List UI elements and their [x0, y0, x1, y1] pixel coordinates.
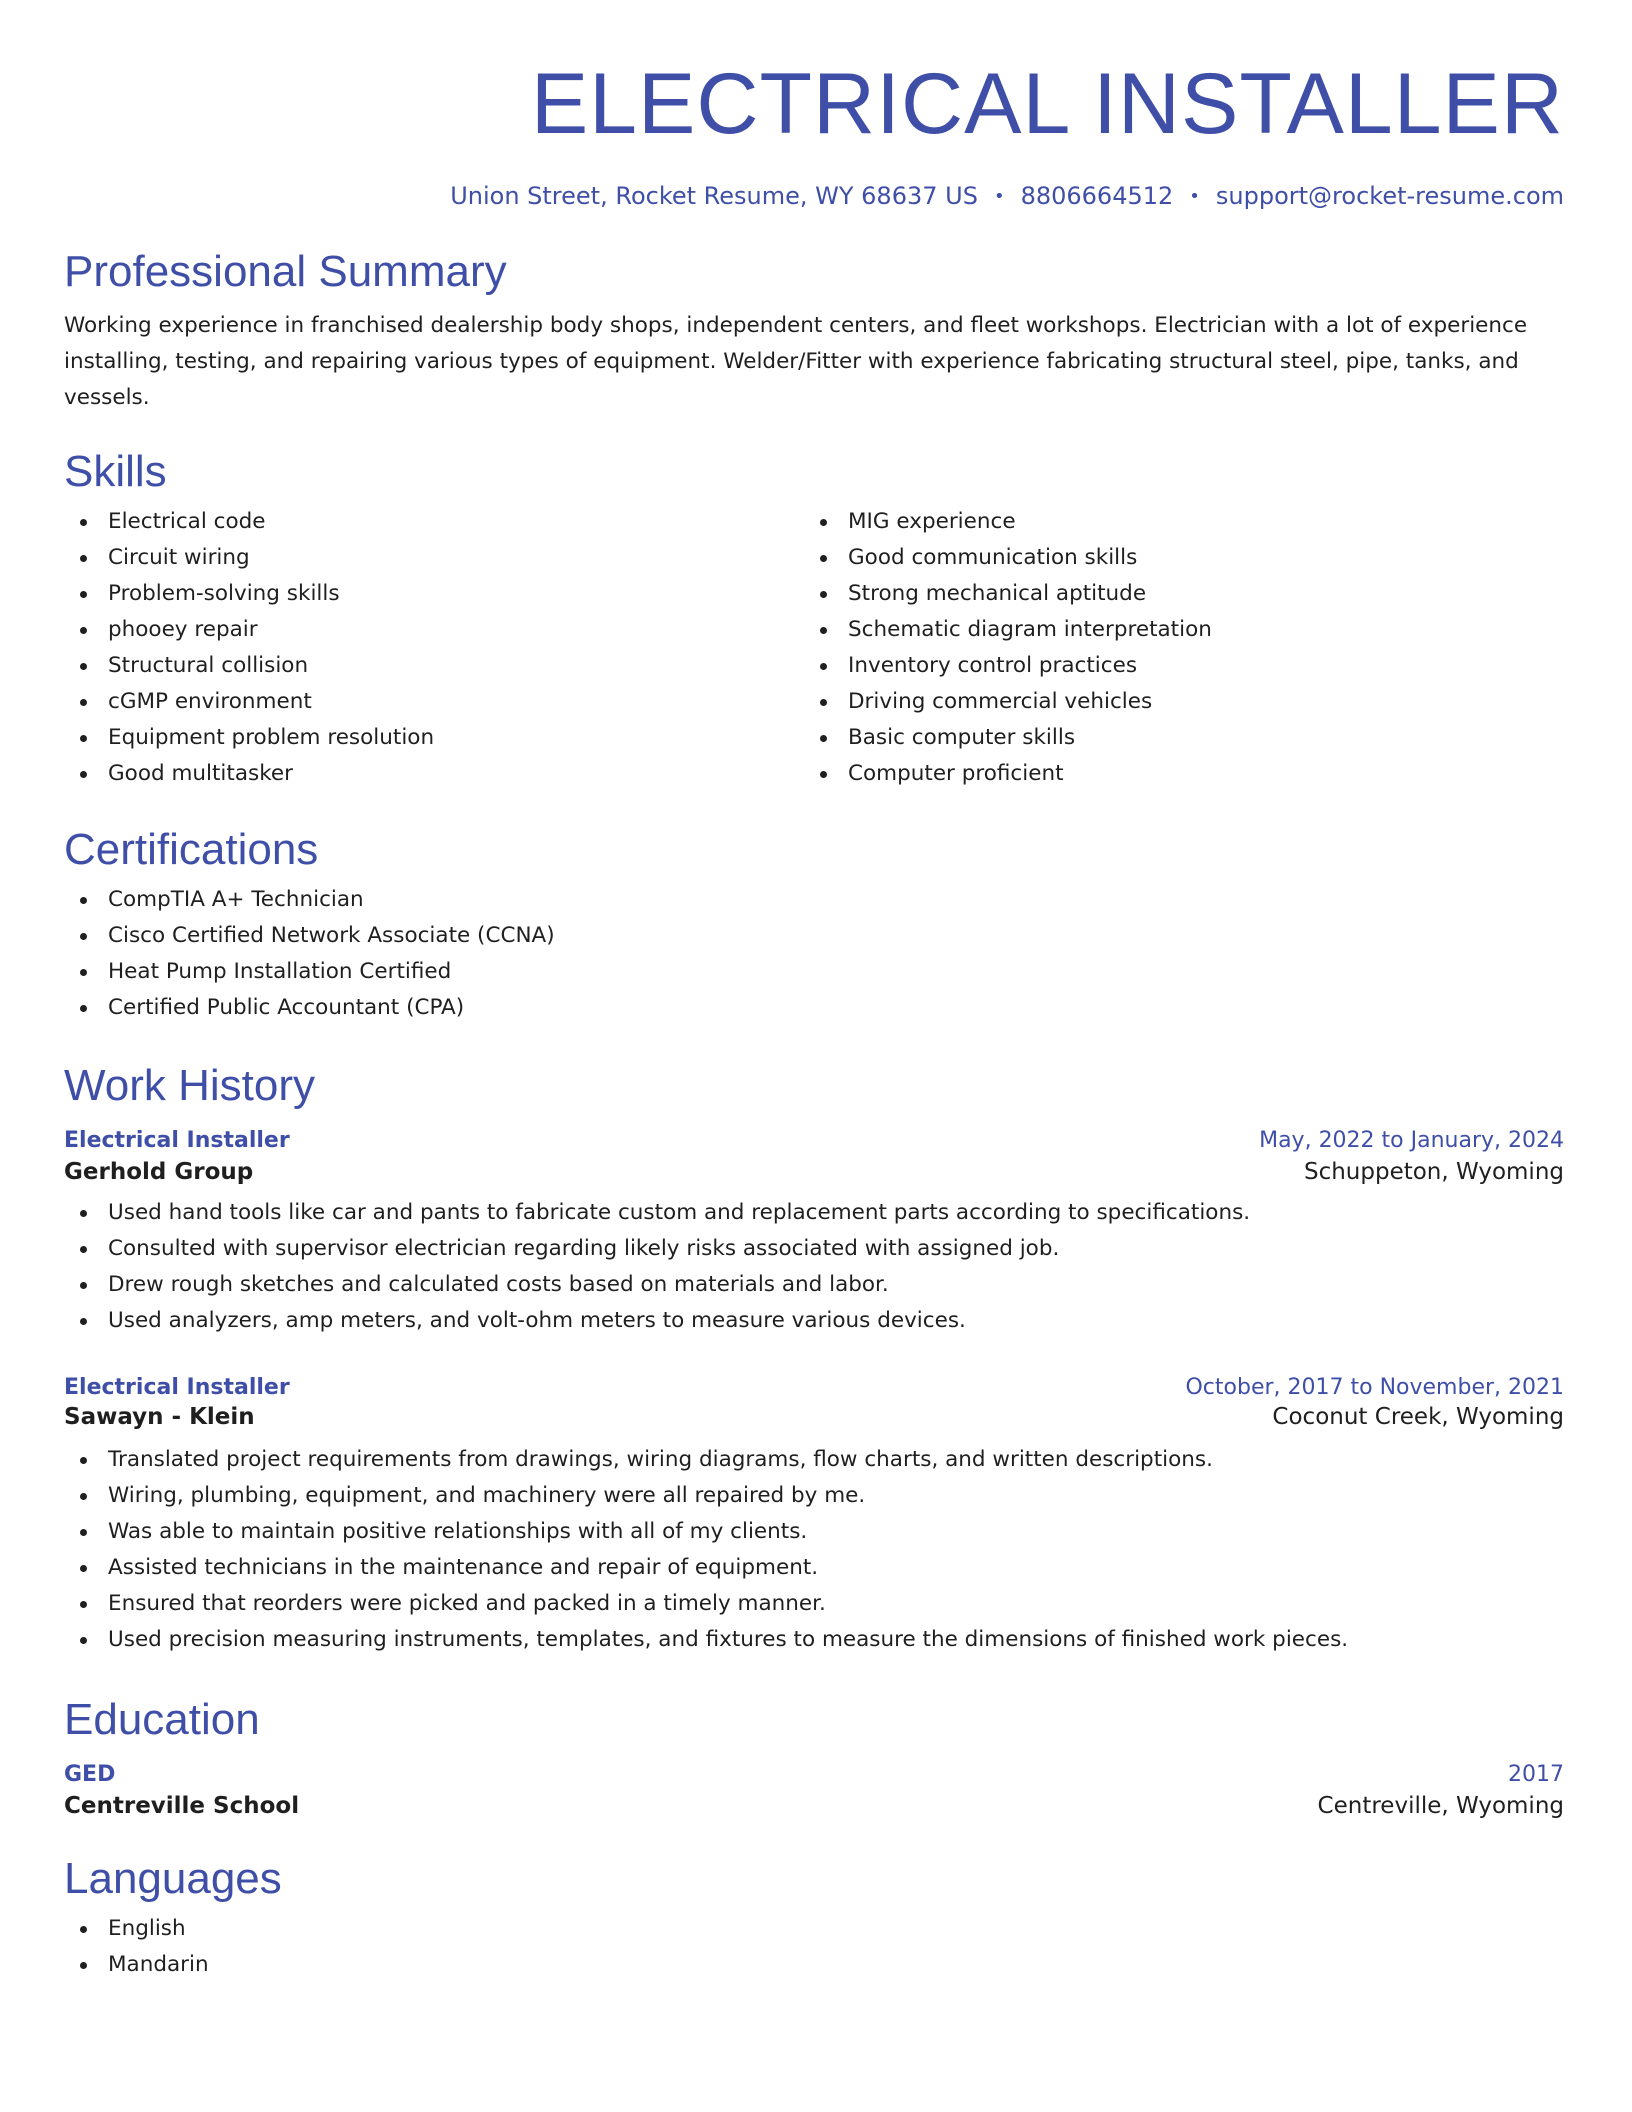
- education-school: Centreville School: [64, 1793, 300, 1819]
- skill-item: Equipment problem resolution: [64, 720, 804, 756]
- job-bullets: [64, 1442, 1564, 1658]
- language-item: English: [64, 1911, 1564, 1947]
- education-degree: GED: [64, 1762, 116, 1787]
- certifications-list: [64, 882, 1564, 1026]
- summary-text: Working experience in franchised dealership body shops, independent centers, and fleet workshops. Electrician with a lot of experience installing, testing, and repairing various types of equipment. Welder/Fitter with experience fabricating structural steel, pipe, tanks, and vessels.: [64, 313, 1528, 410]
- skill-item: MIG experience: [804, 504, 1544, 540]
- work-history-heading: Work History: [64, 1061, 315, 1110]
- contact-separator: •: [1189, 186, 1200, 207]
- certification-item: CompTIA A+ Technician: [64, 882, 1564, 918]
- certification-item: Heat Pump Installation Certified: [64, 954, 1564, 990]
- resume-title: ELECTRICAL INSTALLER: [530, 56, 1564, 152]
- job-bullet: Used precision measuring instruments, templates, and fixtures to measure the dimensions of finished work pieces.: [64, 1622, 1564, 1658]
- job-bullet: Translated project requirements from drawings, wiring diagrams, flow charts, and written descriptions.: [64, 1442, 1564, 1478]
- job-dates: May, 2022 to January, 2024: [1259, 1128, 1564, 1153]
- job-bullet: Ensured that reorders were picked and packed in a timely manner.: [64, 1586, 1564, 1622]
- skill-item: Computer proficient: [804, 756, 1544, 792]
- skill-item: Driving commercial vehicles: [804, 684, 1544, 720]
- job-title: Electrical Installer: [64, 1375, 290, 1400]
- certification-item: Certified Public Accountant (CPA): [64, 990, 1564, 1026]
- skills-heading: Skills: [64, 447, 167, 496]
- resume-header: [64, 0, 1564, 210]
- contact-separator: •: [993, 186, 1005, 207]
- contact-address: Union Street, Rocket Resume, WY 68637 US: [450, 182, 978, 210]
- contact-line: [64, 182, 1564, 210]
- job-location: Schuppeton, Wyoming: [1303, 1159, 1564, 1185]
- job-bullet: Used analyzers, amp meters, and volt-ohm meters to measure various devices.: [64, 1303, 1564, 1339]
- skill-item: Strong mechanical aptitude: [804, 576, 1544, 612]
- job-bullet: Drew rough sketches and calculated costs based on materials and labor.: [64, 1267, 1564, 1303]
- education-year: 2017: [1508, 1762, 1564, 1787]
- skill-item: Schematic diagram interpretation: [804, 612, 1544, 648]
- job-bullet: Assisted technicians in the maintenance and repair of equipment.: [64, 1550, 1564, 1586]
- language-item: Mandarin: [64, 1947, 1564, 1983]
- job-bullet: Was able to maintain positive relationships with all of my clients.: [64, 1514, 1564, 1550]
- skill-item: cGMP environment: [64, 684, 804, 720]
- contact-phone: 8806664512: [1020, 182, 1174, 210]
- skill-item: Circuit wiring: [64, 540, 804, 576]
- skill-item: Electrical code: [64, 504, 804, 540]
- languages-section: [64, 1853, 1564, 1983]
- certification-item: Cisco Certified Network Associate (CCNA): [64, 918, 1564, 954]
- skill-item: Inventory control practices: [804, 648, 1544, 684]
- skill-item: Good multitasker: [64, 756, 804, 792]
- languages-heading: Languages: [64, 1854, 282, 1903]
- skills-left-list: [64, 504, 804, 792]
- summary-heading: Professional Summary: [64, 247, 507, 296]
- job-bullets: [64, 1195, 1564, 1339]
- summary-section: [64, 246, 1564, 416]
- job-company: Sawayn - Klein: [64, 1404, 255, 1430]
- skill-item: Structural collision: [64, 648, 804, 684]
- job-entry: [64, 1128, 1564, 1339]
- contact-email: support@rocket-resume.com: [1215, 182, 1564, 210]
- skill-item: Problem-solving skills: [64, 576, 804, 612]
- job-company: Gerhold Group: [64, 1159, 254, 1185]
- job-entry: [64, 1375, 1564, 1658]
- job-location: Coconut Creek, Wyoming: [1272, 1404, 1564, 1430]
- skills-section: [64, 446, 1564, 792]
- skill-item: Good communication skills: [804, 540, 1544, 576]
- skill-item: phooey repair: [64, 612, 804, 648]
- education-location: Centreville, Wyoming: [1317, 1793, 1564, 1819]
- education-heading: Education: [64, 1695, 260, 1744]
- skill-item: Basic computer skills: [804, 720, 1544, 756]
- certifications-heading: Certifications: [64, 825, 319, 874]
- job-bullet: Used hand tools like car and pants to fabricate custom and replacement parts according to specifications.: [64, 1195, 1564, 1231]
- certifications-section: [64, 824, 1564, 1026]
- job-bullet: Wiring, plumbing, equipment, and machinery were all repaired by me.: [64, 1478, 1564, 1514]
- job-dates: October, 2017 to November, 2021: [1185, 1375, 1564, 1400]
- education-section: [64, 1694, 1564, 1819]
- job-title: Electrical Installer: [64, 1128, 290, 1153]
- work-history-section: [64, 1060, 1564, 1658]
- job-bullet: Consulted with supervisor electrician regarding likely risks associated with assigned job.: [64, 1231, 1564, 1267]
- skills-right-list: [804, 504, 1544, 792]
- languages-list: [64, 1911, 1564, 1983]
